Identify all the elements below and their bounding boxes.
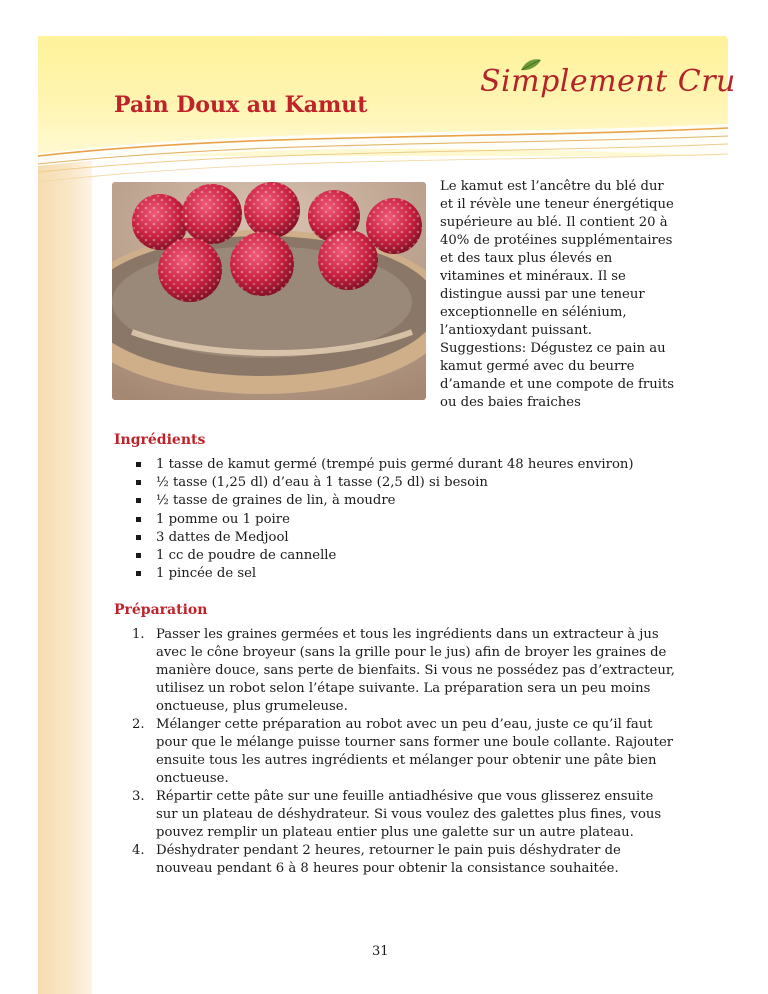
step-number: 1. — [132, 627, 145, 642]
page-number: 31 — [372, 944, 389, 959]
list-item — [116, 788, 676, 842]
step-number: 2. — [132, 717, 145, 732]
preparation-steps — [116, 626, 676, 878]
page-title: Pain Doux au Kamut — [114, 92, 368, 118]
list-item: ½ tasse (1,25 dl) d’eau à 1 tasse (2,5 dl) si besoin — [116, 474, 634, 492]
step-number: 4. — [132, 843, 145, 858]
list-item: 3 dattes de Medjool — [116, 529, 634, 547]
list-item — [116, 842, 676, 878]
list-item: 1 cc de poudre de cannelle — [116, 547, 634, 565]
ingredients-heading: Ingrédients — [114, 432, 206, 448]
list-item: 1 pomme ou 1 poire — [116, 511, 634, 529]
intro-text: Le kamut est l’ancêtre du blé dur et il révèle une teneur énergétique supérieure au blé. Il contient 20 à 40% de protéines supplémentaires et des taux plus élevés en vitamines et minéraux. Il se distingue aussi par une teneur exceptionnelle en sélénium, l’antioxydant puissant. Suggestions: Dégustez ce pain au kamut germé avec du beurre d’amande et une compote de fruits ou des baies fraiches — [440, 179, 674, 410]
list-item — [116, 716, 676, 788]
list-item: 1 pincée de sel — [116, 565, 634, 583]
list-item — [116, 626, 676, 716]
list-item: 1 tasse de kamut germé (trempé puis germé durant 48 heures environ) — [116, 456, 634, 474]
brand-logo: Simplement Cru — [480, 64, 736, 99]
step-text: Répartir cette pâte sur une feuille antiadhésive que vous glisserez ensuite sur un plateau de déshydrateur. Si vous voulez des galettes plus fines, vous pouvez remplir un plateau entier plus une galette sur un autre plateau. — [156, 789, 662, 840]
step-text: Déshydrater pendant 2 heures, retourner le pain puis déshydrater de nouveau pendant 6 à 8 heures pour obtenir la consistance souhaitée. — [156, 843, 621, 876]
step-text: Passer les graines germées et tous les ingrédients dans un extracteur à jus avec le cône broyeur (sans la grille pour le jus) afin de broyer les graines de manière douce, sans perte de bienfaits. Si vous ne possédez pas d’extracteur, utilisez un robot selon l’étape suivante. La préparation sera un peu moins onctueuse, plus grumeleuse. — [156, 627, 675, 714]
ingredients-list — [116, 456, 634, 583]
preparation-heading: Préparation — [114, 602, 208, 618]
step-text: Mélanger cette préparation au robot avec un peu d’eau, juste ce qu’il faut pour que le mélange puisse tourner sans former une boule collante. Rajouter ensuite tous les autres ingrédients et mélanger pour obtenir une pâte bien onctueuse. — [156, 717, 674, 786]
list-item: ½ tasse de graines de lin, à moudre — [116, 492, 634, 510]
recipe-photo — [112, 182, 426, 400]
step-number: 3. — [132, 789, 145, 804]
